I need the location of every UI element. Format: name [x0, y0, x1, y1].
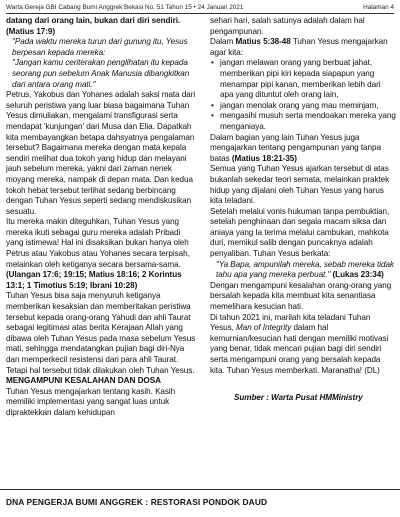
- paragraph-practice: Semua yang Tuhan Yesus ajarkan tersebut di atas bukanlah sekedar teori semata, melainkan praktek hidup yang dijalani oleh Tuhan Yesus yang harus kita teladani.: [210, 164, 390, 206]
- quote-text: "Ya Bapa, ampunilah mereka, sebab mereka tidak tahu apa yang mereka perbuat.": [216, 259, 394, 280]
- scripture-ref: (Lukas 23:34): [332, 270, 384, 280]
- paragraph-crucifixion: Setelah melalui vonis hukuman tanpa pembuktian, setelah penghinaan dan segala macam siksa dan aniaya yang Ia terima melalui cambukan, mahkota duri, memikul salib dengan puncaknya adalah penyaliban. Tuhan Yesus berkata:: [210, 206, 390, 259]
- list-item: • mengasihi musuh serta mendoakan mereka yang menganiaya.: [210, 111, 396, 132]
- page-number: Halaman 4: [363, 4, 394, 11]
- paragraph-closing: [210, 313, 396, 377]
- scripture-refs: (Ulangan 17:6; 19:15; Matius 18:16; 2 Korintus 13:1; 1 Timotius 5:19; Ibrani 10:28): [6, 270, 182, 290]
- paragraph-witnesses: Petrus, Yakobus dan Yohanes adalah saksi mata dari seluruh peristiwa yang luar biasa bagaimana Tuhan Yesus dimuliakan, mengalami transfigurasi serta mendapat 'kunjungan' dari Musa dan Elia. Dapatkah kita membayangkan betapa dahsyatnya pengalaman tersebut? Bagaimana mereka dengan mata kepala sendiri melihat dua tokoh yang hidup dan melayani jauh sebelum mereka, yakni dari zaman nenek moyang mereka, nampak di depan mata. Dan kedua tokoh hebat tersebut terlihat sedang berbincang dengan Tuhan Yesus seperti sedang mendiskusikan sesuatu.: [6, 90, 196, 216]
- scripture-ref: (Matius 18:21-35): [231, 153, 297, 163]
- paragraph-intro: [6, 16, 198, 37]
- footer-slogan: DNA PENGERJA BUMI ANGGREK : RESTORASI PONDOK DAUD: [6, 497, 268, 507]
- paragraph-love: Tuhan Yesus mengajarkan tentang kasih. Kasih memiliki implementasi yang sangat luas untuk dipraktekkan dalam kehidupan: [6, 386, 176, 417]
- teaching-list: [210, 58, 396, 132]
- right-column: [210, 16, 396, 404]
- closing-italic: Man of Integrity: [236, 323, 292, 333]
- quote-verse: "Jangan kamu ceriterakan penglihatan itu kepada seorang pun sebelum Anak Manusia dibangkitkan dari antara orang mati.": [12, 58, 190, 89]
- section-heading: MENGAMPUNI KESALAHAN DAN DOSA: [6, 376, 162, 386]
- quote-luke: [210, 260, 396, 281]
- list-item: • jangan melawan orang yang berbuat jahat, memberikan pipi kiri kepada siapapun yang menampar pipi kanan, memberikan lebih dari apa yang dituntut oleh orang lain,: [210, 58, 396, 100]
- teaching-post: Tuhan Yesus mengajarkan agar kita:: [210, 37, 388, 57]
- scripture-ref: (Matius 17:9): [6, 26, 56, 36]
- paragraph-teaching: [210, 37, 396, 58]
- confirmation-text: Itu mereka makin diteguhkan, Tuhan Yesus yang mereka ikuti sebagai guru mereka adalah Pribadi yang istimewa! Hal ini disaksikan bukan hanya oleh Petrus atau Yakobus atau Yohanes secara terpisah, melainkan oleh ketiganya secara bersama-sama.: [6, 217, 190, 269]
- left-column: [6, 16, 198, 419]
- paragraph-forgiveness: sehari hari, salah satunya adalah dalam hal pengampunan.: [210, 16, 365, 36]
- scripture-ref: Matius 5:38-48: [235, 37, 291, 47]
- page-header: [6, 3, 394, 14]
- closing-post: dalam hal kemurnian/kesucian hati dengan memiliki motivasi yang benar, tidak mencari pujian bagi diri sendiri serta mengampuni orang yang bersalah kepada kita. Tuhan Yesus memberkati. Maranatha! (DL): [210, 323, 389, 375]
- paragraph-purity: Dengan mengampuni kesalahan orang-orang yang bersalah kepada kita membuat kita senantiasa memelihara kesucian hati.: [210, 280, 392, 312]
- source-credit: Sumber : Warta Pusat HMMinistry: [234, 393, 363, 403]
- list-item: • jangan menolak orang yang mau meminjam,: [210, 101, 396, 112]
- paragraph-unlimited: [210, 133, 396, 165]
- intro-bold-text: datang dari orang lain, bukan dari diri sendiri.: [6, 16, 181, 25]
- paragraph-testimony: Tuhan Yesus bisa saja menyuruh ketiganya memberikan kesaksian dan memberitakan peristiwa tersebut kepada orang-orang Yahudi dan ahli Taurat sebagai legitimasi atas berita Kerajaan Allah yang dibawa oleh Tuhan Yesus pada masa sebelum Yesus mati, sehingga mendatangkan pujian bagi diri-Nya dan memperkecil resistensi dari para ahli Taurat. Tetapi hal tersebut tidak dilakukan oleh Tuhan Yesus.: [6, 291, 196, 375]
- paragraph-confirmation: [6, 217, 198, 291]
- closing-pre: Di tahun 2021 ini, marilah kita teladani Tuhan Yesus,: [210, 312, 371, 333]
- page-footer: [0, 489, 400, 517]
- bulletin-info: Warta Gereja GBI Cabang Bumi Anggrek Bekasi No. 51 Tahun 15 • 24 Januari 2021: [6, 4, 244, 11]
- quote-line: "Pada waktu mereka turun dari gunung itu, Yesus berpesan kepada mereka:: [12, 37, 188, 57]
- teaching-pre: Dalam: [210, 37, 234, 47]
- unlimited-text: Dalam bagian yang lain Tuhan Yesus juga mengajarkan tentang pengampunan yang tanpa batas: [210, 132, 381, 163]
